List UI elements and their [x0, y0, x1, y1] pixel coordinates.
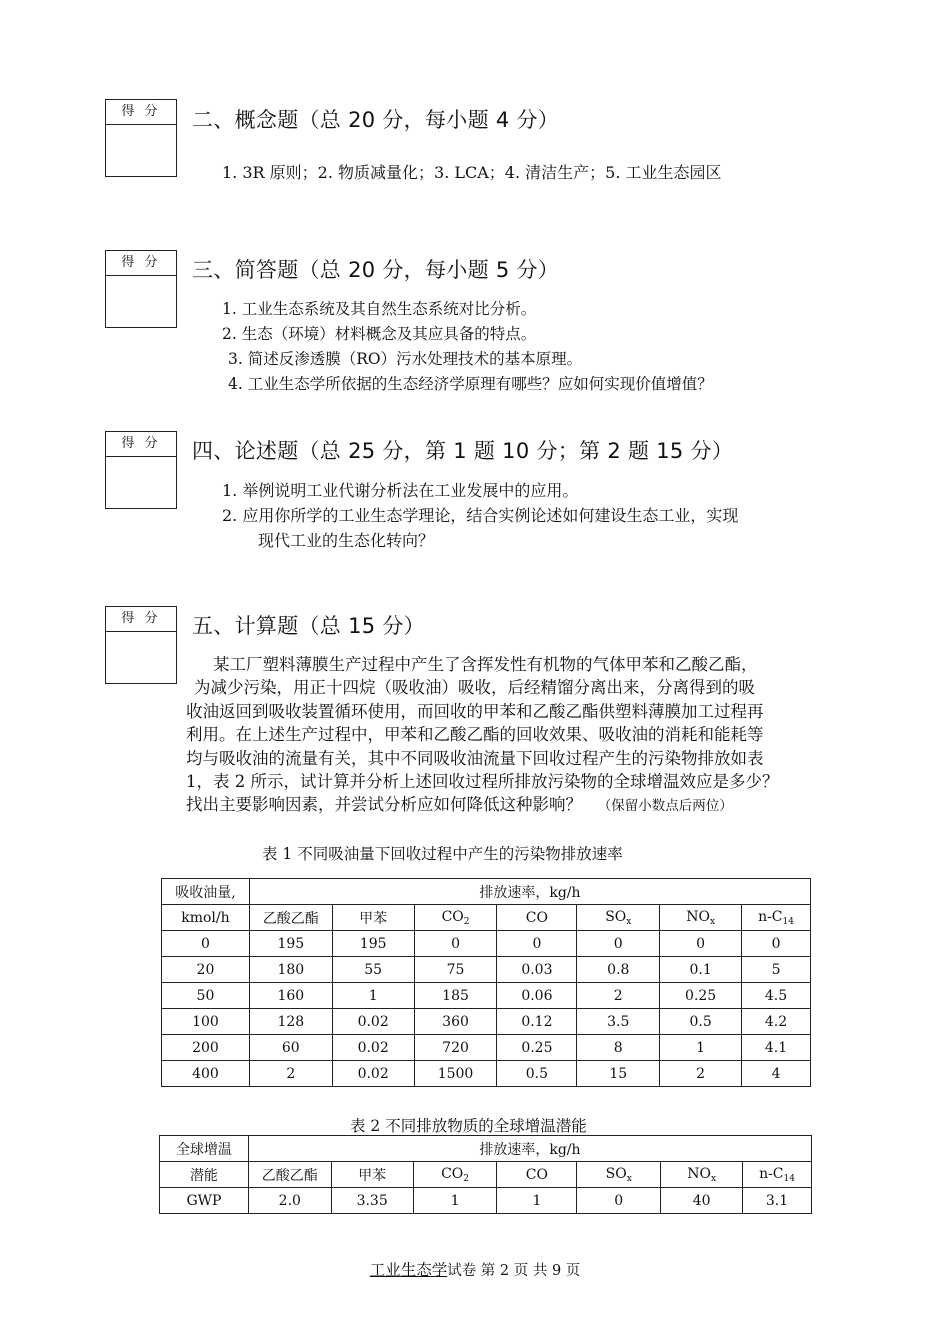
- table-cell: 2: [577, 983, 660, 1009]
- section-title: 三、简答题（总 20 分，每小题 5 分）: [192, 258, 560, 282]
- paragraph-text: 找出主要影响因素，并尝试分析应如何降低这种影响？: [186, 795, 582, 815]
- column-header: 甲苯: [332, 905, 414, 931]
- column-header: 乙酸乙酯: [249, 905, 332, 931]
- table-row: [162, 957, 811, 983]
- table-row: [162, 1009, 811, 1035]
- column-header: $n-C_{14}$: [743, 1162, 812, 1188]
- score-field: [106, 632, 176, 683]
- group-header: 排放速率，kg/h: [249, 879, 810, 905]
- score-label: 得 分: [106, 251, 176, 276]
- column-header: CO: [497, 905, 577, 931]
- table-cell: 0.02: [332, 1061, 414, 1087]
- table-cell: 195: [332, 931, 414, 957]
- question-item: 1. 举例说明工业代谢分析法在工业发展中的应用。: [222, 481, 579, 500]
- column-header: 乙酸乙酯: [248, 1162, 331, 1188]
- table-cell: 0: [577, 1188, 661, 1214]
- table-cell: 8: [577, 1035, 660, 1061]
- table-cell: 1: [497, 1188, 577, 1214]
- corner-header-unit: kmol/h: [162, 905, 250, 931]
- table-row: [162, 983, 811, 1009]
- question-item: 1. 3R 原则；2. 物质减量化；3. LCA；4. 清洁生产；5. 工业生态园区: [222, 163, 722, 182]
- table-cell: 0: [577, 931, 660, 957]
- column-header: $NO_x$: [660, 905, 742, 931]
- paragraph-line: 为减少污染，用正十四烷（吸收油）吸收，后经精馏分离出来，分离得到的吸: [194, 678, 755, 698]
- row-header-cell: GWP: [160, 1188, 249, 1214]
- paragraph-line: 利用。在上述生产过程中，甲苯和乙酸乙酯的回收效果、吸收油的消耗和能耗等: [186, 725, 764, 745]
- score-box: [105, 606, 177, 684]
- table-cell: 0.25: [660, 983, 742, 1009]
- row-header-cell: 50: [162, 983, 250, 1009]
- table-cell: 15: [577, 1061, 660, 1087]
- row-header-cell: 20: [162, 957, 250, 983]
- table-cell: 160: [249, 983, 332, 1009]
- score-box: [105, 250, 177, 328]
- table-cell: 60: [249, 1035, 332, 1061]
- score-field: [106, 457, 176, 508]
- paragraph-line: 均与吸收油的流量有关，其中不同吸收油流量下回收过程产生的污染物排放如表: [186, 748, 764, 768]
- table-cell: 720: [414, 1035, 497, 1061]
- table-cell: 55: [332, 957, 414, 983]
- table-cell: 0.02: [332, 1035, 414, 1061]
- column-header: CO: [497, 1162, 577, 1188]
- score-label: 得 分: [106, 607, 176, 632]
- table-cell: 4.5: [742, 983, 811, 1009]
- table-cell: 0.5: [660, 1009, 742, 1035]
- row-header-cell: 200: [162, 1035, 250, 1061]
- question-item: 2. 生态（环境）材料概念及其应具备的特点。: [222, 325, 537, 343]
- table-cell: 2: [660, 1061, 742, 1087]
- score-field: [106, 276, 176, 327]
- score-label: 得 分: [106, 432, 176, 457]
- table-cell: 0.12: [497, 1009, 577, 1035]
- score-box: [105, 99, 177, 177]
- table-cell: 0: [497, 931, 577, 957]
- section-title: 四、论述题（总 25 分，第 1 题 10 分；第 2 题 15 分）: [192, 439, 734, 463]
- table-cell: 0: [414, 931, 497, 957]
- table-cell: 0: [742, 931, 811, 957]
- question-item: 4. 工业生态学所依据的生态经济学原理有哪些？应如何实现价值增值？: [228, 375, 713, 393]
- table-caption: 表 2 不同排放物质的全球增温潜能: [350, 1117, 587, 1135]
- problem-paragraph: [186, 653, 856, 819]
- page-info: 试卷 第 2 页 共 9 页: [447, 1263, 581, 1279]
- table-cell: 0: [660, 931, 742, 957]
- table-cell: 3.1: [743, 1188, 812, 1214]
- corner-header-unit: 潜能: [160, 1162, 249, 1188]
- table-cell: 185: [414, 983, 497, 1009]
- precision-note: （保留小数点后两位）: [597, 798, 733, 815]
- score-field: [106, 125, 176, 176]
- table-cell: 3.5: [577, 1009, 660, 1035]
- emission-rate-table: [161, 878, 811, 1087]
- table-cell: 1500: [414, 1061, 497, 1087]
- row-header-cell: 100: [162, 1009, 250, 1035]
- table-cell: 0.8: [577, 957, 660, 983]
- course-name: 工业生态学: [369, 1261, 448, 1279]
- table-cell: 4.2: [742, 1009, 811, 1035]
- section-title: 五、计算题（总 15 分）: [192, 614, 425, 638]
- table-cell: 195: [249, 931, 332, 957]
- table-cell: 1: [332, 983, 414, 1009]
- gwp-table: [159, 1135, 812, 1214]
- table-cell: 0.02: [332, 1009, 414, 1035]
- column-header: $SO_x$: [577, 905, 660, 931]
- group-header: 排放速率，kg/h: [248, 1136, 811, 1162]
- column-header: $CO_2$: [414, 905, 497, 931]
- table-row: [162, 931, 811, 957]
- column-header: $SO_x$: [577, 1162, 661, 1188]
- row-header-cell: 400: [162, 1061, 250, 1087]
- question-item: 2. 应用你所学的工业生态学理论，结合实例论述如何建设生态工业，实现: [222, 506, 739, 525]
- table-cell: 4.1: [742, 1035, 811, 1061]
- table-cell: 180: [249, 957, 332, 983]
- table-cell: 1: [660, 1035, 742, 1061]
- table-cell: 0.03: [497, 957, 577, 983]
- table-cell: 3.35: [331, 1188, 413, 1214]
- table-cell: 4: [742, 1061, 811, 1087]
- table-cell: 2: [249, 1061, 332, 1087]
- table-cell: 0.5: [497, 1061, 577, 1087]
- table-cell: 1: [413, 1188, 497, 1214]
- table-cell: 75: [414, 957, 497, 983]
- column-header: $n-C_{14}$: [742, 905, 811, 931]
- corner-header: 全球增温: [160, 1136, 249, 1162]
- row-header-cell: 0: [162, 931, 250, 957]
- table-row: [160, 1188, 812, 1214]
- table-cell: 0.1: [660, 957, 742, 983]
- score-box: [105, 431, 177, 509]
- question-item: 3. 简述反渗透膜（RO）污水处理技术的基本原理。: [228, 350, 583, 368]
- paragraph-line: [186, 793, 856, 818]
- paragraph-line: 某工厂塑料薄膜生产过程中产生了含挥发性有机物的气体甲苯和乙酸乙酯，: [213, 655, 758, 674]
- table-cell: 360: [414, 1009, 497, 1035]
- table-cell: 0.25: [497, 1035, 577, 1061]
- column-header: $CO_2$: [413, 1162, 497, 1188]
- table-cell: 128: [249, 1009, 332, 1035]
- table-row: [162, 1035, 811, 1061]
- table-row: [162, 1061, 811, 1087]
- table-cell: 2.0: [248, 1188, 331, 1214]
- table-caption: 表 1 不同吸油量下回收过程中产生的污染物排放速率: [262, 845, 623, 863]
- column-header: 甲苯: [331, 1162, 413, 1188]
- question-item-continuation: 现代工业的生态化转向？: [258, 531, 435, 550]
- section-title: 二、概念题（总 20 分，每小题 4 分）: [192, 108, 560, 132]
- page-footer: [0, 1258, 950, 1280]
- table-cell: 40: [661, 1188, 743, 1214]
- column-header: $NO_x$: [661, 1162, 743, 1188]
- question-item: 1. 工业生态系统及其自然生态系统对比分析。: [222, 300, 537, 318]
- table-cell: 5: [742, 957, 811, 983]
- table-cell: 0.06: [497, 983, 577, 1009]
- paragraph-line: 收油返回到吸收装置循环使用，而回收的甲苯和乙酸乙酯供塑料薄膜加工过程再: [186, 701, 764, 721]
- score-label: 得 分: [106, 100, 176, 125]
- paragraph-line: 1，表 2 所示，试计算并分析上述回收过程所排放污染物的全球增温效应是多少？: [186, 772, 779, 792]
- corner-header: 吸收油量,: [162, 879, 250, 905]
